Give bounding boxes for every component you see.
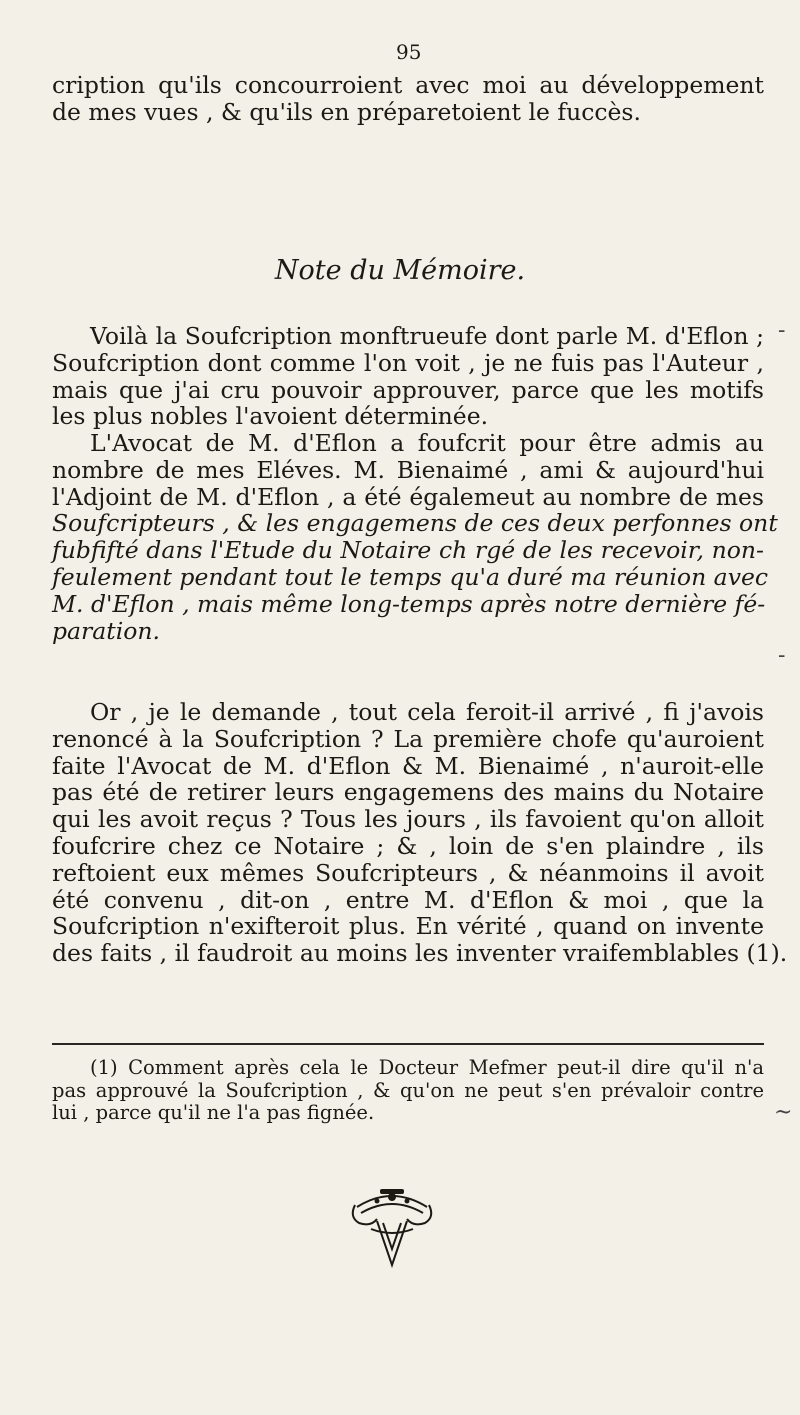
text-line: l'Adjoint de M. d'Eflon , a été égalemeut au nombre de mes — [52, 482, 764, 511]
text-line: nombre de mes Eléves. M. Bienaimé , ami & aujourd'hui — [52, 455, 764, 484]
text-line: M. d'Eflon , mais même long-temps après notre dernière fé- — [52, 589, 766, 618]
footnote-line: lui , parce qu'il ne l'a pas fignée. — [52, 1101, 375, 1124]
text-line: foufcrire chez ce Notaire ; & , loin de s'en plaindre , ils — [52, 831, 764, 860]
text-line: fubfifté dans l'Etude du Notaire ch rgé de les recevoir, non- — [52, 536, 764, 565]
text-line: Or , je le demande , tout cela feroit-il arrivé , fi j'avois — [90, 698, 764, 726]
text-line: L'Avocat de M. d'Eflon a foufcrit pour être admis au — [90, 429, 764, 457]
footnote — [52, 1057, 764, 1125]
text-line: les plus nobles l'avoient déterminée. — [52, 402, 489, 431]
margin-mark: - — [778, 643, 786, 668]
paragraph-2 — [52, 429, 778, 645]
section-heading: Note du Mémoire. — [274, 255, 526, 286]
text-line: Soufcripteurs , & les engagemens de ces deux perfonnes ont — [52, 509, 778, 538]
text-line: été convenu , dit-on , entre M. d'Eflon & moi , que la — [52, 885, 764, 914]
text-line: paration. — [52, 616, 161, 645]
text-line: des faits , il faudroit au moins les inventer vraifemblables (1). — [52, 939, 788, 968]
text-line: cription qu'ils concourroient avec moi au développement — [52, 71, 764, 99]
printers-ornament-icon — [347, 1177, 437, 1272]
paragraph-3 — [52, 698, 788, 968]
footnote-line: pas approuvé la Soufcription , & qu'on ne peut s'en prévaloir contre — [52, 1078, 764, 1102]
footnote-line: (1) Comment après cela le Docteur Mefmer peut-il dire qu'il n'a — [90, 1056, 764, 1079]
margin-mark: ~ — [774, 1100, 793, 1125]
text-line: Soufcription dont comme l'on voit , je ne fuis pas l'Auteur , — [52, 348, 764, 377]
text-line: qui les avoit reçus ? Tous les jours , ils favoient qu'on alloit — [52, 805, 764, 834]
text-line: feulement pendant tout le temps qu'a duré ma réunion avec — [52, 562, 769, 591]
text-line: faite l'Avocat de M. d'Eflon & M. Bienaimé , n'auroit-elle — [52, 751, 764, 780]
text-line: pas été de retirer leurs engagemens des mains du Notaire — [52, 778, 764, 807]
page-number: 95 — [396, 40, 422, 64]
text-line: Voilà la Soufcription monftrueufe dont parle M. d'Eflon ; — [90, 322, 764, 350]
text-line: reftoient eux mêmes Soufcripteurs , & néanmoins il avoit — [52, 858, 764, 887]
paragraph-1 — [52, 323, 764, 430]
margin-mark: - — [778, 318, 786, 343]
opening-paragraph — [52, 72, 764, 126]
footnote-divider — [52, 1043, 764, 1045]
text-line: mais que j'ai cru pouvoir approuver, parce que les motifs — [52, 375, 764, 404]
text-line: de mes vues , & qu'ils en préparetoient le fuccès. — [52, 97, 641, 126]
text-line: Soufcription n'exifteroit plus. En vérité , quand on invente — [52, 912, 764, 941]
text-line: renoncé à la Soufcription ? La première chofe qu'auroient — [52, 724, 764, 753]
